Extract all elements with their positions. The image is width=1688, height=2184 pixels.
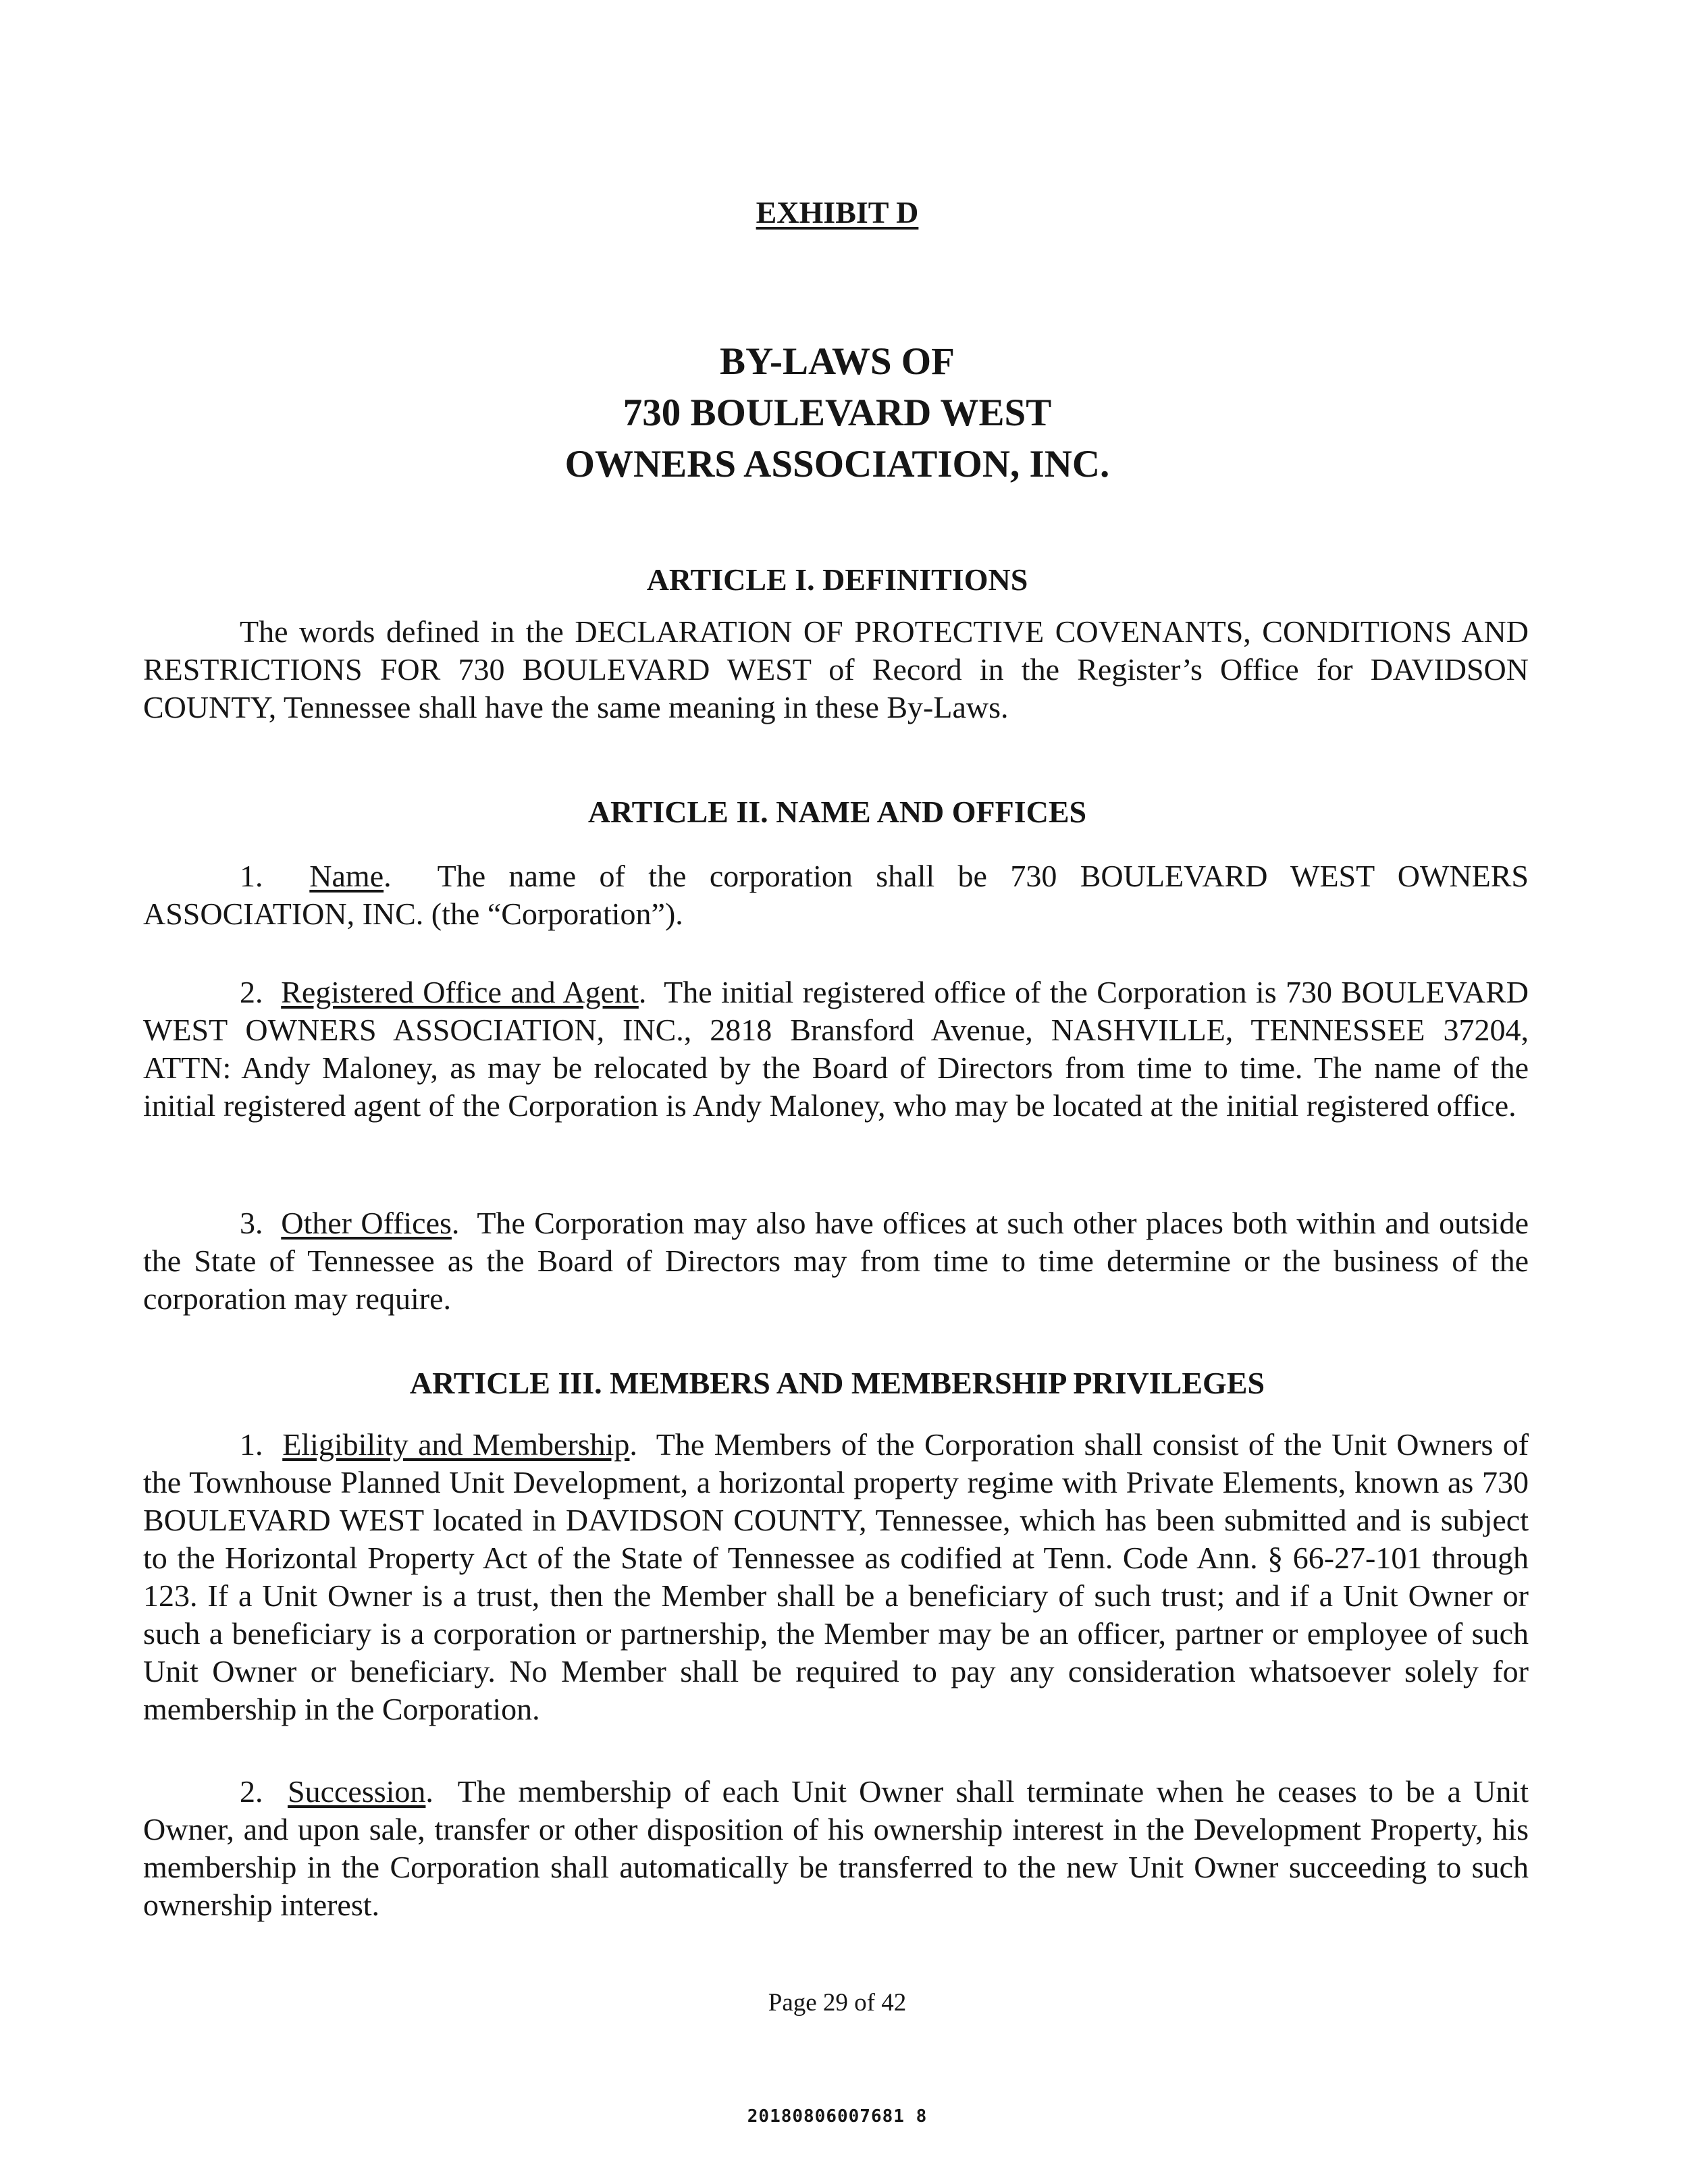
article-3-section-2: 2. Succession. The membership of each Unit Owner shall terminate when he ceases to be a Unit Owner, and upon sale, transfer or other disposition of his ownership interest in the Development Property, his membership in the Corporation shall automatically be transferred to the new Unit Owner succeeding to such ownership interest. [143, 1774, 1529, 1922]
section-number: 3. [240, 1206, 263, 1240]
section-title: Succession [288, 1774, 426, 1809]
article-2-section-2: 2. Registered Office and Agent. The initial registered office of the Corporation is 730 BOULEVARD WEST OWNERS ASSOCIATION, INC., 2818 Bransford Avenue, NASHVILLE, TENNESSEE 37204, ATTN: Andy Maloney, as may be relocated by the Board of Directors from time to time. The name of the initial registered agent of the Corporation is Andy Maloney, who may be located at the initial registered office. [143, 975, 1529, 1123]
article-3-section-1: 1. Eligibility and Membership. The Members of the Corporation shall consist of the Unit Owners of the Townhouse Planned Unit Development, a horizontal property regime with Private Elements, known as 730 BOULEVARD WEST located in DAVIDSON COUNTY, Tennessee, which has been submitted and is subject to the Horizontal Property Act of the State of Tennessee as codified at Tenn. Code Ann. § 66-27-101 through 123. If a Unit Owner is a trust, then the Member shall be a beneficiary of such trust; and if a Unit Owner or such a beneficiary is a corporation or partnership, the Member may be an officer, partner or employee of such Unit Owner or beneficiary. No Member shall be required to pay any consideration whatsoever solely for membership in the Corporation. [143, 1427, 1529, 1726]
section-title: Registered Office and Agent [281, 975, 639, 1009]
section-text: The membership of each Unit Owner shall terminate when he ceases to be a Unit Owner, and upon sale, transfer or other disposition of his ownership interest in the Development Property, his membership in the Corporation shall automatically be transferred to the new Unit Owner succeeding to such ownership interest. [143, 1774, 1529, 1922]
article-2-heading: ARTICLE II. NAME AND OFFICES [587, 795, 1087, 829]
section-title: Eligibility and Membership [282, 1427, 630, 1462]
section-number: 2. [240, 1774, 263, 1809]
section-title: Name [309, 859, 384, 893]
section-number: 1. [240, 1427, 263, 1462]
section-number: 1. [240, 859, 263, 893]
section-text: The Corporation may also have offices at such other places both within and outside the State of Tennessee as the Board of Directors may from time to time determine or the business of the corporation may require. [143, 1206, 1529, 1316]
document-number: 20180806007681 8 [747, 2106, 928, 2127]
page-number: Page 29 of 42 [768, 1989, 907, 2017]
section-text: The initial registered office of the Corporation is 730 BOULEVARD WEST OWNERS ASSOCIATION, INC., 2818 Bransford Avenue, NASHVILLE, TENNESSEE 37204, ATTN: Andy Maloney, as may be relocated by the Board of Directors from time to time. The name of the initial registered agent of the Corporation is Andy Maloney, who may be located at the initial registered office. [143, 975, 1529, 1123]
article-3-heading: ARTICLE III. MEMBERS AND MEMBERSHIP PRIVILEGES [409, 1366, 1265, 1400]
article-1-text: The words defined in the DECLARATION OF PROTECTIVE COVENANTS, CONDITIONS AND RESTRICTIONS FOR 730 BOULEVARD WEST of Record in the Register’s Office for DAVIDSON COUNTY, Tennessee shall have the same meaning in these By-Laws. [143, 614, 1529, 724]
article-2-section-3: 3. Other Offices. The Corporation may also have offices at such other places both within and outside the State of Tennessee as the Board of Directors may from time to time determine or the business of the corporation may require. [143, 1206, 1529, 1316]
section-number: 2. [240, 975, 263, 1009]
title-line: BY-LAWS OF [720, 340, 955, 383]
article-2-section-1: 1. Name. The name of the corporation shall be 730 BOULEVARD WEST OWNERS ASSOCIATION, INC. (the “Corporation”). [143, 859, 1529, 931]
section-text: The name of the corporation shall be 730 BOULEVARD WEST OWNERS ASSOCIATION, INC. (the “Corporation”). [143, 859, 1529, 931]
article-1-heading: ARTICLE I. DEFINITIONS [646, 562, 1028, 597]
section-title: Other Offices [281, 1206, 452, 1240]
section-text: The Members of the Corporation shall consist of the Unit Owners of the Townhouse Planned Unit Development, a horizontal property regime with Private Elements, known as 730 BOULEVARD WEST located in DAVIDSON COUNTY, Tennessee, which has been submitted and is subject to the Horizontal Property Act of the State of Tennessee as codified at Tenn. Code Ann. § 66-27-101 through 123. If a Unit Owner is a trust, then the Member shall be a beneficiary of such trust; and if a Unit Owner or such a beneficiary is a corporation or partnership, the Member may be an officer, partner or employee of such Unit Owner or beneficiary. No Member shall be required to pay any consideration whatsoever solely for membership in the Corporation. [143, 1427, 1529, 1726]
document-title [0, 336, 1674, 490]
title-line: 730 BOULEVARD WEST [623, 392, 1052, 434]
exhibit-label: EXHIBIT D [756, 195, 919, 230]
title-line: OWNERS ASSOCIATION, INC. [564, 443, 1110, 485]
